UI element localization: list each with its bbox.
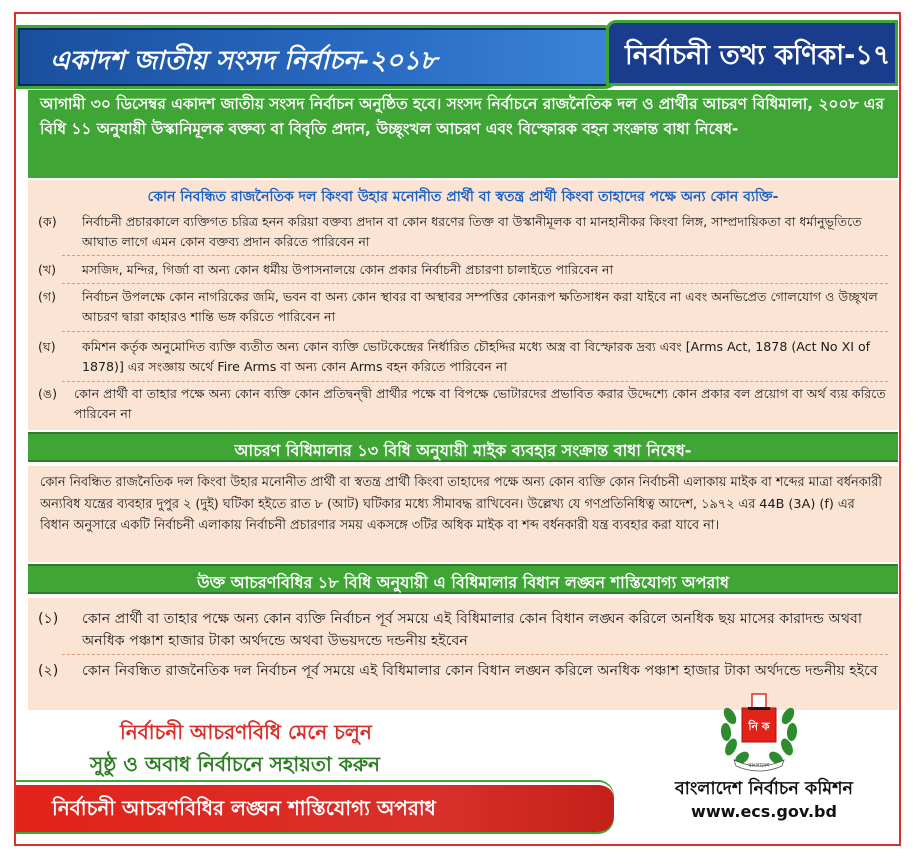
item-marker: (ঙ) bbox=[38, 386, 58, 401]
list-item bbox=[38, 337, 890, 377]
item-text: কোন নিবন্ধিত রাজনৈতিক দল নির্বাচন পূর্ব সময়ে এই বিধিমালার কোন বিধান লঙ্ঘন করিলে অনধিক পঞ্চাশ হাজার টাকা অর্থদন্ডে দন্ডনীয় হইবে bbox=[82, 663, 878, 679]
item-marker: (ক) bbox=[38, 214, 57, 229]
org-website: www.ecs.gov.bd bbox=[691, 802, 837, 821]
list-item bbox=[38, 384, 890, 424]
header-title: একাদশ জাতীয় সংসদ নির্বাচন-২০১৮ bbox=[50, 46, 437, 76]
item-marker: (গ) bbox=[38, 289, 57, 304]
list-item bbox=[38, 212, 890, 252]
divider bbox=[62, 381, 888, 382]
header-series-banner bbox=[606, 20, 898, 86]
divider bbox=[62, 331, 888, 332]
logo-ribbon-text: বাংলাদেশ bbox=[748, 763, 770, 769]
logo-box-letters: নি ক bbox=[748, 720, 770, 733]
item-text: মসজিদ, মন্দির, গির্জা বা অন্য কোন ধর্মীয় উপাসনালয়ে কোন প্রকার নির্বাচনী প্রচারণা চালাইতে পারিবেন না bbox=[82, 262, 614, 277]
item-marker: (খ) bbox=[38, 262, 57, 277]
section2-body: কোন নিবন্ধিত রাজনৈতিক দল কিংবা উহার মনোনীত প্রার্থী বা স্বতন্ত্র প্রার্থী কিংবা তাহাদের পক্ষে অন্য কোন ব্যক্তি কোন নির্বাচনী এলাকায় মাইক বা শব্দের মাত্রা বর্ধনকারী অন্যবিধ যন্ত্রের ব্যবহার দুপুর ২ (দুই) ঘটিকা হইতে রাত ৮ (আট) ঘটিকার মধ্যে সীমাবদ্ধ রাখিবেন। উল্লেখ্য যে গণপ্রতিনিধিত্ব আদেশ, ১৯৭২ এর 44B (3A) (f) এর বিধান অনুসারে একটি নির্বাচনী এলাকায় নির্বাচনী প্রচারণার সময় একসঙ্গে ৩টির অধিক মাইক বা শব্দ বর্ধনকারী যন্ত্র ব্যবহার করা যাবে না। bbox=[40, 475, 882, 533]
item-text: কোন প্রার্থী বা তাহার পক্ষে অন্য কোন ব্যক্তি নির্বাচন পূর্ব সময়ে এই বিধিমালার কোন বিধান লঙ্ঘন করিলে অনধিক ছয় মাসের কারাদন্ড অথবা অনধিক পঞ্চাশ হাজার টাকা অর্থদন্ডে অথবা উভয়দন্ডে দন্ডনীয় হইবেন bbox=[82, 611, 863, 649]
slogan-line-2: সুষ্ঠু ও অবাধ নির্বাচনে সহায়তা করুন bbox=[90, 752, 380, 776]
ballot-box-emblem-icon bbox=[716, 686, 802, 772]
section3-heading: উক্ত আচরণবিধির ১৮ বিধি অনুযায়ী এ বিধিমালার বিধান লঙ্ঘন শাস্তিযোগ্য অপরাধ bbox=[197, 573, 729, 592]
header-series: নির্বাচনী তথ্য কণিকা-১৭ bbox=[625, 40, 891, 71]
divider bbox=[62, 283, 888, 284]
item-marker: (ঘ) bbox=[38, 339, 56, 354]
header-title-banner bbox=[18, 28, 618, 86]
item-text: কমিশন কর্তৃক অনুমোদিত ব্যক্তি ব্যতীত অন্য কোন ব্যক্তি ভোটকেন্দ্রের নির্ধারিত চৌহদ্দির মধ্যে অস্ত্র বা বিস্ফোরক দ্রব্য এবং [Arms Act, 1878 (Act No XI of 1878)] এর সংজ্ঞায় অর্থে Fire Arms বা অন্য কোন Arms বহন করিতে পারিবেন না bbox=[82, 339, 871, 374]
list-item bbox=[38, 287, 890, 327]
item-text: কোন প্রার্থী বা তাহার পক্ষে অন্য কোন ব্যক্তি কোন প্রতিদ্বন্দ্বী প্রার্থীর পক্ষে বা বিপক্ষে ভোটারদের প্রভাবিত করার উদ্দেশ্যে কোন প্রকার বল প্রয়োগ বা অর্থ ব্যয় করিতে পারিবেন না bbox=[74, 386, 886, 421]
list-item bbox=[38, 608, 890, 652]
section2-panel bbox=[28, 466, 898, 562]
intro-text: আগামী ৩০ ডিসেম্বর একাদশ জাতীয় সংসদ নির্বাচন অনুষ্ঠিত হবে। সংসদ নির্বাচনে রাজনৈতিক দল ও প্রার্থীর আচরণ বিধিমালা, ২০০৮ এর বিধি ১১ অনুযায়ী উস্কানিমূলক বক্তব্য বা বিবৃতি প্রদান, উচ্ছৃংখল আচরণ এবং বিস্ফোরক বহন সংক্রান্ত বাধা নিষেধ- bbox=[40, 95, 884, 138]
item-marker: (১) bbox=[38, 611, 59, 627]
section2-heading: আচরণ বিধিমালার ১৩ বিধি অনুযায়ী মাইক ব্যবহার সংক্রান্ত বাধা নিষেধ- bbox=[234, 441, 692, 460]
list-item bbox=[38, 660, 890, 682]
item-text: নির্বাচনী প্রচারকালে ব্যক্তিগত চরিত্র হনন করিয়া বক্তব্য প্রদান বা কোন ধরণের তিক্ত বা উস্কানীমূলক বা মানহানীকর কিংবা লিঙ্গ, সাম্প্রদায়িকতা বা ধর্মানুভূতিতে আঘাত লাগে এমন কোন বক্তব্য প্রদান করিতে পারিবেন না bbox=[82, 214, 862, 249]
intro-block bbox=[28, 90, 898, 178]
org-name: বাংলাদেশ নির্বাচন কমিশন bbox=[674, 779, 854, 799]
section3-heading-bar bbox=[28, 564, 898, 594]
slogan-line-1: নির্বাচনী আচরণবিধি মেনে চলুন bbox=[120, 720, 372, 744]
section2-heading-bar bbox=[28, 432, 898, 462]
divider bbox=[62, 255, 888, 256]
item-marker: (২) bbox=[38, 663, 59, 679]
warning-text: নির্বাচনী আচরণবিধির লঙ্ঘন শাস্তিযোগ্য অপরাধ bbox=[52, 796, 436, 820]
item-text: নির্বাচন উপলক্ষে কোন নাগরিকের জমি, ভবন বা অন্য কোন স্থাবর বা অস্থাবর সম্পত্তির কোনরূপ ক্ষতিসাধন করা যাইবে না এবং অনভিপ্রেত গোলযোগ ও উচ্ছৃখল আচরণ দ্বারা কাহারও শান্তি ভঙ্গ করিতে পারিবেন না bbox=[82, 289, 878, 324]
section1-panel bbox=[28, 180, 898, 430]
section1-subheading: কোন নিবন্ধিত রাজনৈতিক দল কিংবা উহার মনোনীত প্রার্থী বা স্বতন্ত্র প্রার্থী কিংবা তাহাদের পক্ষে অন্য কোন ব্যক্তি- bbox=[147, 189, 779, 205]
divider bbox=[62, 654, 888, 655]
warning-banner bbox=[16, 782, 614, 832]
list-item bbox=[38, 260, 890, 280]
